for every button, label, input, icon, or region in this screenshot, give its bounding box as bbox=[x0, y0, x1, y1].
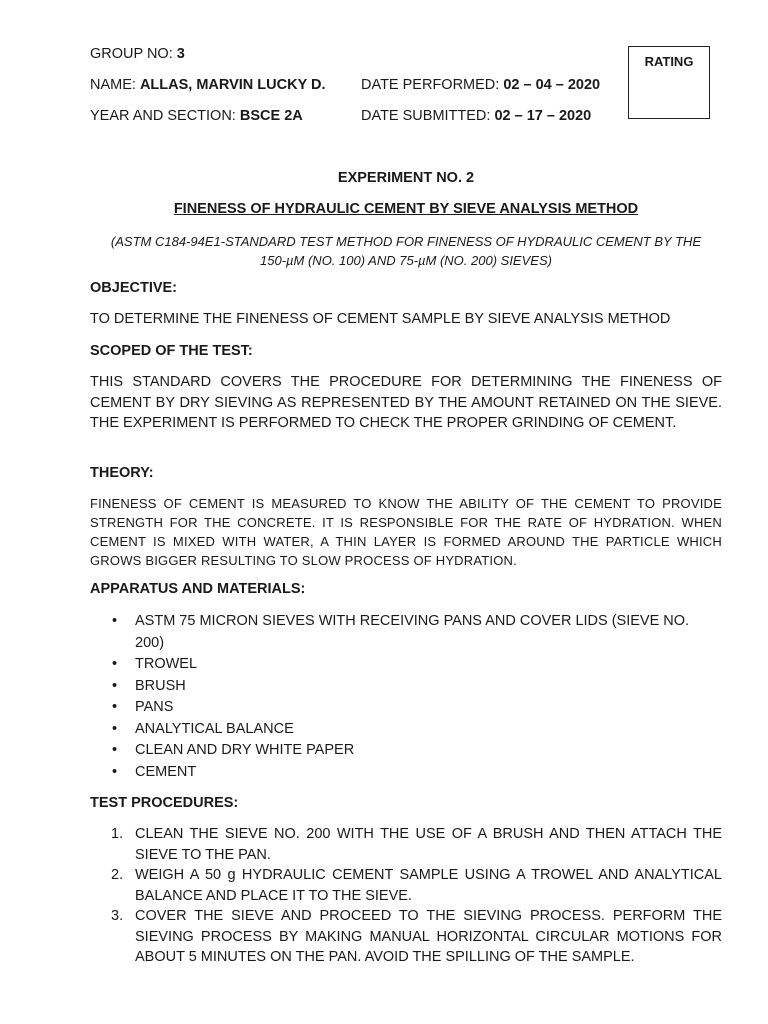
standard-line-1: (ASTM C184-94E1-STANDARD TEST METHOD FOR FINENESS OF HYDRAULIC CEMENT BY THE bbox=[110, 234, 702, 249]
step-text: CLEAN THE SIEVE NO. 200 WITH THE USE OF A BRUSH AND THEN ATTACH THE SIEVE TO THE PAN. bbox=[135, 826, 722, 863]
rating-box bbox=[628, 46, 710, 119]
name-label: NAME: bbox=[90, 77, 140, 93]
year-label: YEAR AND SECTION: bbox=[90, 108, 240, 124]
step-number: 2. bbox=[111, 867, 124, 883]
objective-text: TO DETERMINE THE FINENESS OF CEMENT SAMPLE BY SIEVE ANALYSIS METHOD bbox=[90, 311, 671, 327]
list-item: • ANALYTICAL BALANCE bbox=[90, 719, 722, 741]
objective-heading: OBJECTIVE: bbox=[90, 280, 178, 296]
date-performed-label: DATE PERFORMED: bbox=[361, 77, 504, 93]
list-item: • CLEAN AND DRY WHITE PAPER bbox=[90, 740, 722, 762]
apparatus-heading: APPARATUS AND MATERIALS: bbox=[90, 581, 306, 597]
step-number: 1. bbox=[111, 826, 124, 842]
theory-text: FINENESS OF CEMENT IS MEASURED TO KNOW THE ABILITY OF THE CEMENT TO PROVIDE STRENGTH FOR THE CONCRETE. IT IS RESPONSIBLE FOR THE RATE OF HYDRATION. WHEN CEMENT IS MIXED WITH WATER, A THIN LAYER IS FORMED AROUND THE PARTICLE WHICH GROWS BIGGER RESULTING TO SLOW PROCESS OF HYDRATION. bbox=[90, 496, 722, 568]
procedures-heading: TEST PROCEDURES: bbox=[90, 795, 239, 811]
standard-line-2: 150-µM (NO. 100) AND 75-µM (NO. 200) SIEVES) bbox=[260, 253, 552, 268]
date-performed-value: 02 – 04 – 2020 bbox=[503, 77, 601, 93]
experiment-title: FINENESS OF HYDRAULIC CEMENT BY SIEVE ANALYSIS METHOD bbox=[173, 201, 639, 217]
scope-heading: SCOPED OF THE TEST: bbox=[90, 343, 253, 359]
procedure-step bbox=[90, 865, 722, 906]
list-item: • BRUSH bbox=[90, 676, 722, 698]
procedure-step bbox=[90, 906, 722, 968]
date-submitted-label: DATE SUBMITTED: bbox=[361, 108, 495, 124]
name-value: ALLAS, MARVIN LUCKY D. bbox=[139, 77, 326, 93]
scope-text: THIS STANDARD COVERS THE PROCEDURE FOR DETERMINING THE FINENESS OF CEMENT BY DRY SIEVING AS REPRESENTED BY THE AMOUNT RETAINED ON THE SIEVE. THE EXPERIMENT IS PERFORMED TO CHECK THE PROPER GRINDING OF CEMENT. bbox=[90, 374, 722, 431]
procedures-list bbox=[90, 824, 722, 968]
list-item: • CEMENT bbox=[90, 762, 722, 784]
name-line bbox=[90, 77, 326, 93]
experiment-number: EXPERIMENT NO. 2 bbox=[337, 170, 475, 186]
group-line bbox=[90, 46, 185, 62]
date-performed-line bbox=[361, 77, 600, 93]
date-submitted-value: 02 – 17 – 2020 bbox=[494, 108, 592, 124]
theory-heading: THEORY: bbox=[90, 465, 154, 481]
step-text: WEIGH A 50 g HYDRAULIC CEMENT SAMPLE USING A TROWEL AND ANALYTICAL BALANCE AND PLACE IT TO THE SIEVE. bbox=[135, 867, 722, 904]
list-item: • PANS bbox=[90, 697, 722, 719]
rating-label: RATING bbox=[644, 54, 694, 69]
list-item: • ASTM 75 MICRON SIEVES WITH RECEIVING PANS AND COVER LIDS (SIEVE NO. 200) bbox=[90, 611, 722, 654]
group-value: 3 bbox=[176, 46, 185, 62]
step-text: COVER THE SIEVE AND PROCEED TO THE SIEVING PROCESS. PERFORM THE SIEVING PROCESS BY MAKING MANUAL HORIZONTAL CIRCULAR MOTIONS FOR ABOUT 5 MINUTES ON THE PAN. AVOID THE SPILLING OF THE SAMPLE. bbox=[135, 908, 722, 965]
year-value: BSCE 2A bbox=[239, 108, 303, 124]
procedure-step bbox=[90, 824, 722, 865]
list-item: • TROWEL bbox=[90, 654, 722, 676]
date-submitted-line bbox=[361, 108, 591, 124]
step-number: 3. bbox=[111, 908, 124, 924]
group-label: GROUP NO: bbox=[90, 46, 177, 62]
experiment-standard bbox=[90, 232, 722, 270]
year-section-line bbox=[90, 108, 303, 124]
apparatus-list bbox=[90, 611, 722, 783]
